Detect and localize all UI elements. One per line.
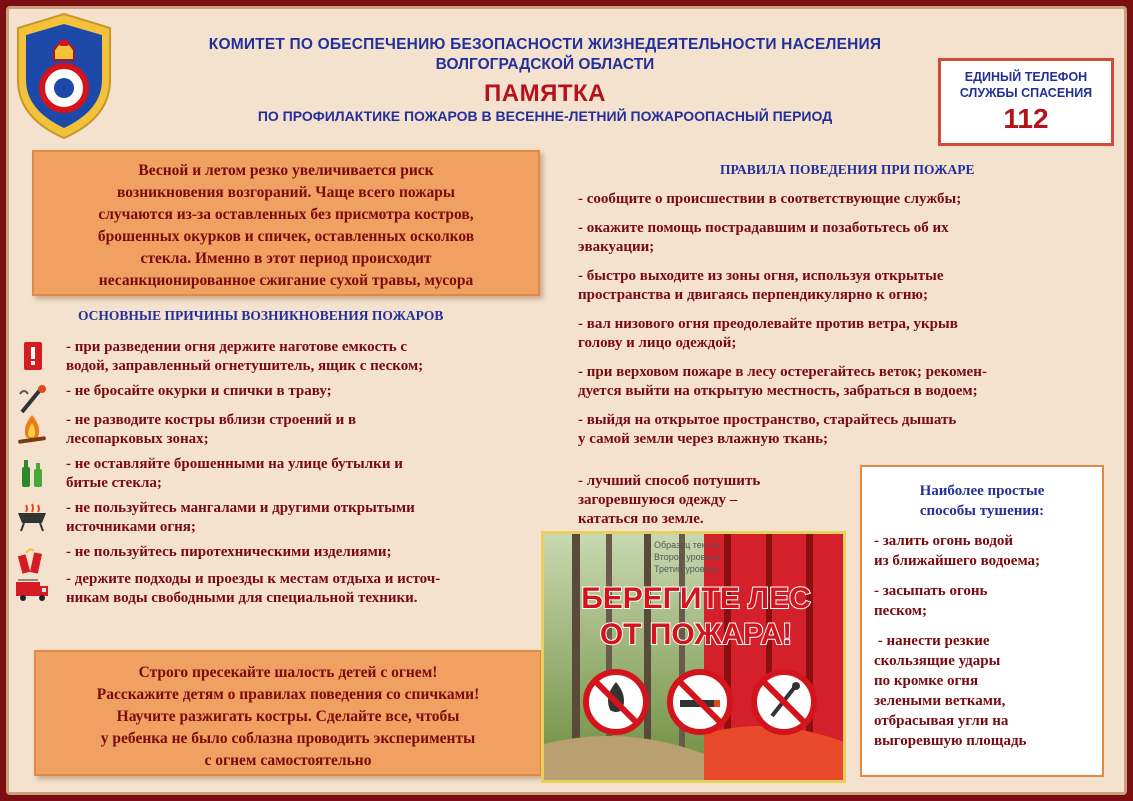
list-item: - не оставляйте брошенными на улице бутылки и битые стекла; bbox=[10, 455, 550, 493]
barbecue-icon bbox=[14, 501, 50, 533]
rescue-shield-emblem-icon bbox=[10, 10, 118, 142]
committee-name-line1: КОМИТЕТ ПО ОБЕСПЕЧЕНИЮ БЕЗОПАСНОСТИ ЖИЗНЕДЕЯТЕЛЬНОСТИ НАСЕЛЕНИЯ bbox=[208, 36, 882, 53]
poster-overlay-text-3: Третий уровень bbox=[654, 564, 720, 574]
extinguish-methods-box bbox=[860, 465, 1104, 777]
list-item: - держите подходы и проезды к местам отдыха и источ- никам воды свободными для специальной техники. bbox=[10, 570, 550, 608]
causes-title: ОСНОВНЫЕ ПРИЧИНЫ ВОЗНИКНОВЕНИЯ ПОЖАРОВ bbox=[78, 308, 444, 323]
poster-headline-2: ОТ ПОЖАРА! bbox=[599, 618, 793, 651]
list-item: - при верховом пожаре в лесу остерегайтесь веток; рекомен- дуется выйти на открытую местность, забраться в водоем; bbox=[578, 364, 987, 399]
extinguish-title: Наиболее простые способы тушения: bbox=[919, 483, 1045, 519]
list-item: - выйдя на открытое пространство, старайтесь дышать у самой земли через влажную ткань; bbox=[578, 412, 957, 447]
list-item: - не разводите костры вблизи строений и в лесопарковых зонах; bbox=[10, 411, 550, 449]
emergency-phone-box bbox=[938, 58, 1114, 146]
page-subtitle: ПО ПРОФИЛАКТИКЕ ПОЖАРОВ В ВЕСЕННЕ-ЛЕТНИЙ ПОЖАРООПАСНЫЙ ПЕРИОД bbox=[257, 108, 833, 124]
list-item: - не пользуйтесь мангалами и другими открытыми источниками огня; bbox=[10, 499, 550, 537]
list-item: - окажите помощь пострадавшим и позаботьтесь об их эвакуации; bbox=[578, 220, 949, 255]
no-matches-icon bbox=[754, 672, 814, 732]
page-title: ПАМЯТКА bbox=[484, 80, 606, 107]
save-forest-poster bbox=[541, 531, 846, 783]
list-item: - вал низового огня преодолевайте против ветра, укрыв голову и лицо одеждой; bbox=[578, 316, 958, 351]
list-item: - засыпать огонь песком; bbox=[874, 583, 988, 619]
poster-image bbox=[544, 534, 846, 783]
list-item: - быстро выходите из зоны огня, используя открытые пространства и двигаясь перпендикулярно к огню; bbox=[578, 268, 944, 303]
poster-overlay-text-1: Образец текста bbox=[654, 540, 720, 550]
rule-clothing-fire: - лучший способ потушить загоревшуюся одежду – кататься по земле. bbox=[578, 473, 761, 527]
no-campfire-icon bbox=[586, 672, 646, 732]
phone-label: ЕДИНЫЙ ТЕЛЕФОН СЛУЖБЫ СПАСЕНИЯ bbox=[959, 70, 1093, 100]
list-item: - залить огонь водой из ближайшего водоема; bbox=[874, 533, 1041, 569]
bottles-icon bbox=[14, 457, 50, 489]
list-item: - сообщите о происшествии в соответствующие службы; bbox=[578, 191, 962, 207]
children-advice-box: Строго пресекайте шалость детей с огнем! Расскажите детям о правилах поведения со спичками! Научите разжигать костры. Сделайте все, чтобы у ребенка не было соблазна проводить эксперименты с огнем самостоятельно bbox=[34, 650, 542, 776]
list-item: - при разведении огня держите наготове емкость с водой, заправленный огнетушитель, ящик с песком; bbox=[10, 338, 550, 376]
rules-list bbox=[578, 190, 1098, 459]
fire-extinguisher-icon bbox=[14, 340, 50, 372]
campfire-icon bbox=[14, 413, 50, 445]
poster-overlay-text-2: Второй уровень bbox=[654, 552, 721, 562]
fire-truck-icon bbox=[14, 572, 50, 604]
list-item: - нанести резкие скользящие удары по кромке огня зелеными ветками, отбрасывая угли на выгоревшую площадь bbox=[874, 633, 1027, 749]
poster-headline-1: БЕРЕГИТЕ ЛЕС bbox=[581, 582, 811, 615]
rules-title: ПРАВИЛА ПОВЕДЕНИЯ ПРИ ПОЖАРЕ bbox=[720, 162, 975, 177]
no-smoking-icon bbox=[670, 672, 730, 732]
phone-number: 112 bbox=[1003, 103, 1049, 134]
causes-list bbox=[10, 338, 550, 608]
list-item: - не бросайте окурки и спички в траву; bbox=[10, 382, 550, 401]
list-item: - не пользуйтесь пиротехническими изделиями; bbox=[10, 543, 550, 562]
committee-name-line2: ВОЛГОГРАДСКОЙ ОБЛАСТИ bbox=[435, 56, 655, 73]
intro-box: Весной и летом резко увеличивается риск возникновения возгораний. Чаще всего пожары случаются из-за оставленных без присмотра костров, брошенных окурков и спичек, оставленных осколков стекла. Именно в этот период происходит несанкционированное сжигание сухой травы, мусора bbox=[32, 150, 540, 296]
